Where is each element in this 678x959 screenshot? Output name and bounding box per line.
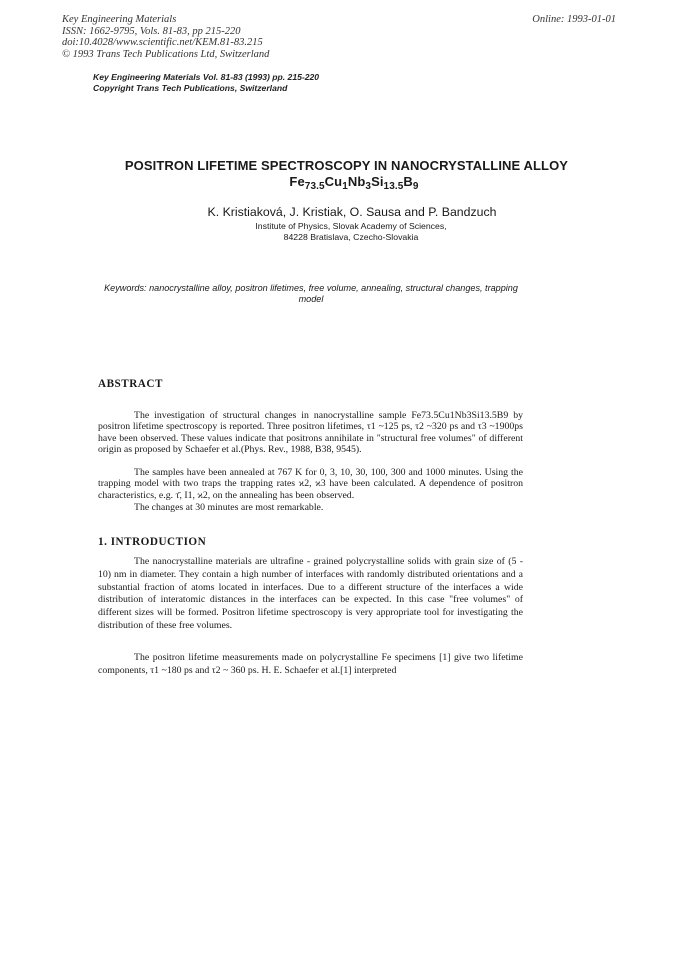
online-date: Online: 1993-01-01 [532, 14, 616, 25]
abstract-paragraph: The samples have been annealed at 767 K for 0, 3, 10, 30, 100, 300 and 1000 minutes. Using the trapping model with two traps the trapping rates ϰ2, ϰ3 have been calculated. A dependence of positron characteristics, e.g. τ̄, I1, ϰ2, on the annealing has been observed. [98, 467, 523, 501]
abstract-paragraph: The changes at 30 minutes are most remarkable. [134, 502, 324, 513]
formula-subscript: 73.5 [304, 181, 325, 192]
formula-element: Si [371, 174, 384, 189]
introduction-paragraph: The nanocrystalline materials are ultrafine - grained polycrystalline solids with grain size of (5 - 10) nm in diameter. They contain a high number of interfaces with randomly distributed orientations and a substantial fraction of atoms located in interfaces. Due to a different structure of the interfaces a wide distribution of interatomic distances in the interfaces can be expected. In this case "free volumes" of different sizes will be formed. Positron lifetime spectroscopy is very appropriate tool for investigating the distribution of these free volumes. [98, 556, 523, 631]
paper-title [0, 158, 678, 190]
formula-subscript: 9 [412, 181, 419, 192]
affiliation-institute: Institute of Physics, Slovak Academy of Sciences, [255, 221, 447, 231]
abstract-paragraph: The investigation of structural changes in nanocrystalline sample Fe73.5Cu1Nb3Si13.5B9 by positron lifetime spectroscopy is reported. Three positron lifetimes, τ1 ~125 ps, τ2 ~320 ps and τ3 ~1900ps have been observed. These values indicate that positrons annihilate in "structural free volumes" of different origin as proposed by Schaefer et al.(Phys. Rev., 1988, B38, 9545). [98, 410, 523, 456]
formula-subscript: 3 [365, 181, 372, 192]
introduction-paragraph: The positron lifetime measurements made on polycrystalline Fe specimens [1] give two lifetime components, τ1 ~180 ps and τ2 ~ 360 ps. H. E. Schaefer et al.[1] interpreted [98, 652, 523, 676]
title-line: POSITRON LIFETIME SPECTROSCOPY IN NANOCRYSTALLINE ALLOY [124, 158, 569, 173]
journal-name: Key Engineering Materials [62, 14, 177, 25]
journal-reference [93, 72, 319, 93]
formula-subscript: 1 [342, 181, 348, 192]
journal-copyright-line: Copyright Trans Tech Publications, Switzerland [93, 82, 288, 93]
journal-reference-line: Key Engineering Materials Vol. 81-83 (1993) pp. 215-220 [93, 72, 320, 82]
copyright-line: © 1993 Trans Tech Publications Ltd, Switzerland [62, 48, 270, 60]
formula-element: Cu [324, 174, 343, 189]
formula-element: B [403, 174, 413, 189]
affiliation [0, 221, 678, 243]
authors: K. Kristiaková, J. Kristiak, O. Sausa and P. Bandzuch [207, 205, 497, 219]
abstract-heading: ABSTRACT [98, 378, 163, 390]
formula-subscript: 13.5 [383, 181, 404, 192]
doi-line: doi:10.4028/www.scientific.net/KEM.81-83.215 [62, 37, 263, 49]
keywords: Keywords: nanocrystalline alloy, positron lifetimes, free volume, annealing, structural changes, trapping model [104, 283, 518, 304]
title-formula [0, 174, 678, 190]
formula-element: Nb [347, 174, 366, 189]
issn-line: ISSN: 1662-9795, Vols. 81-83, pp 215-220 [62, 25, 241, 37]
affiliation-address: 84228 Bratislava, Czecho-Slovakia [283, 232, 419, 242]
introduction-heading: 1. INTRODUCTION [98, 536, 207, 548]
formula-element: Fe [289, 174, 305, 189]
citation-block [62, 14, 269, 60]
